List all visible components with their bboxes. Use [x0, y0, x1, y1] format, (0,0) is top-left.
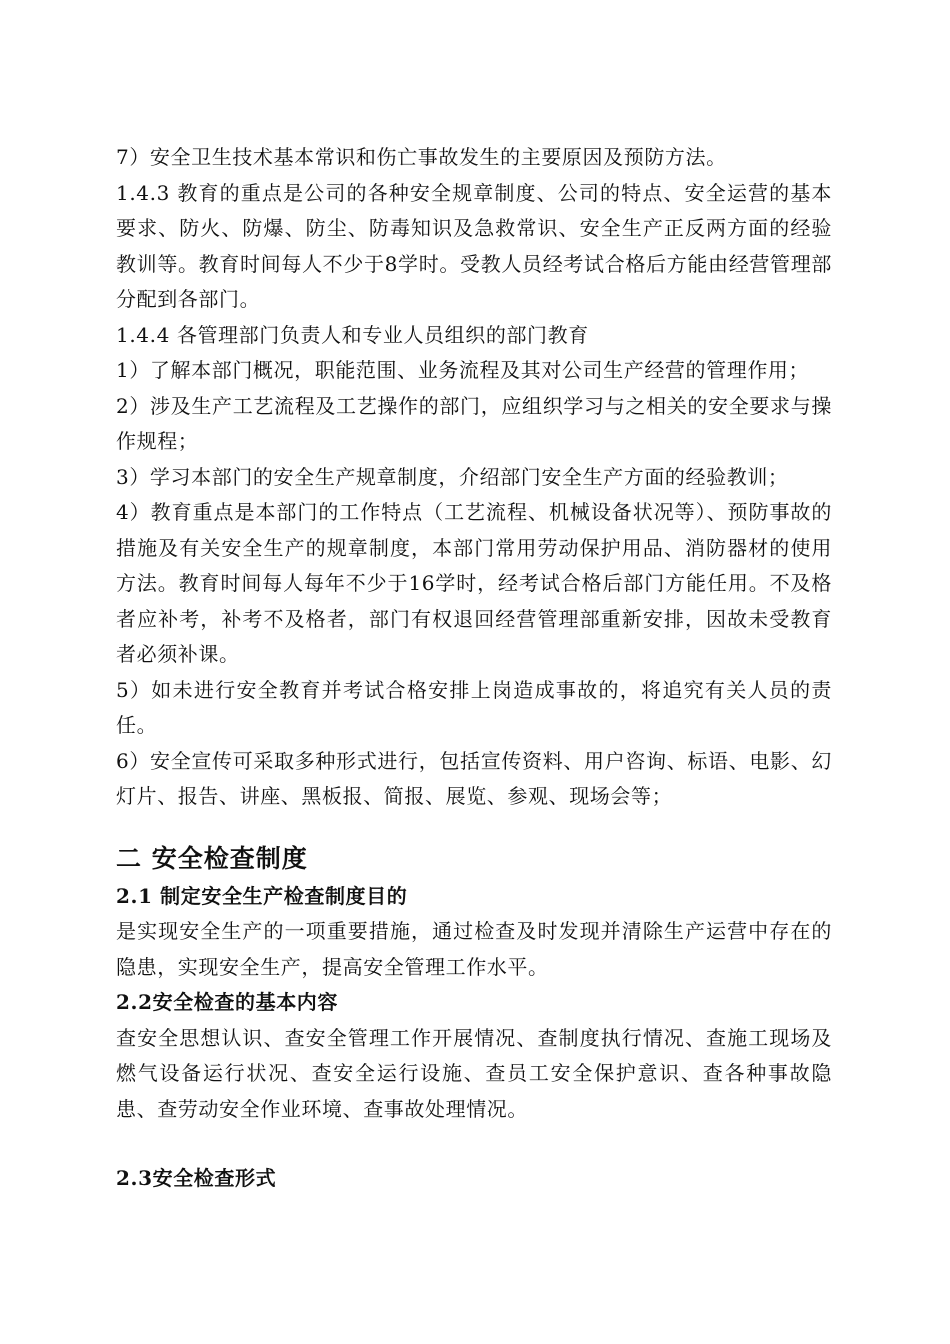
paragraph-2-2: 查安全思想认识、查安全管理工作开展情况、查制度执行情况、查施工现场及燃气设备运行状况、查安全运行设施、查员工安全保护意识、查各种事故隐患、查劳动安全作业环境、查事故处理情况。 [116, 1025, 832, 1121]
list-item-5: 5）如未进行安全教育并考试合格安排上岗造成事故的，将追究有关人员的责任。 [116, 677, 832, 737]
paragraph-1-4-4: 1.4.4 各管理部门负责人和专业人员组织的部门教育 [116, 322, 589, 347]
list-item-4: 4）教育重点是本部门的工作特点（工艺流程、机械设备状况等）、预防事故的措施及有关安全生产的规章制度，本部门常用劳动保护用品、消防器材的使用方法。教育时间每人每年不少于16学时，经考试合格后部门方能任用。不及格者应补考，补考不及格者，部门有权退回经营管理部重新安排，因故未受教育者必须补课。 [116, 500, 832, 666]
paragraph-2-1: 是实现安全生产的一项重要措施，通过检查及时发现并清除生产运营中存在的隐患，实现安全生产，提高安全管理工作水平。 [116, 919, 832, 979]
document-body [116, 140, 832, 1197]
section-heading-2: 二 安全检查制度 [116, 843, 308, 873]
paragraph-1-4-3: 1.4.3 教育的重点是公司的各种安全规章制度、公司的特点、安全运营的基本要求、防火、防爆、防尘、防毒知识及急救常识、安全生产正反两方面的经验教训等。教育时间每人不少于8学时。受教人员经考试合格后方能由经营管理部分配到各部门。 [116, 180, 832, 311]
list-item-1: 1）了解本部门概况，职能范围、业务流程及其对公司生产经营的管理作用； [116, 358, 810, 382]
list-item-6: 6）安全宣传可采取多种形式进行，包括宣传资料、用户咨询、标语、电影、幻灯片、报告、讲座、黑板报、简报、展览、参观、现场会等； [116, 748, 832, 808]
paragraph-item-7: 7）安全卫生技术基本常识和伤亡事故发生的主要原因及预防方法。 [116, 145, 727, 169]
list-item-2: 2）涉及生产工艺流程及工艺操作的部门，应组织学习与之相关的安全要求与操作规程； [116, 393, 832, 453]
subheading-2-1: 2.1 制定安全生产检查制度目的 [116, 883, 408, 908]
subheading-2-2: 2.2安全检查的基本内容 [116, 990, 338, 1014]
list-item-3: 3）学习本部门的安全生产规章制度，介绍部门安全生产方面的经验教训； [116, 464, 789, 489]
subheading-2-3: 2.3安全检查形式 [116, 1166, 277, 1190]
